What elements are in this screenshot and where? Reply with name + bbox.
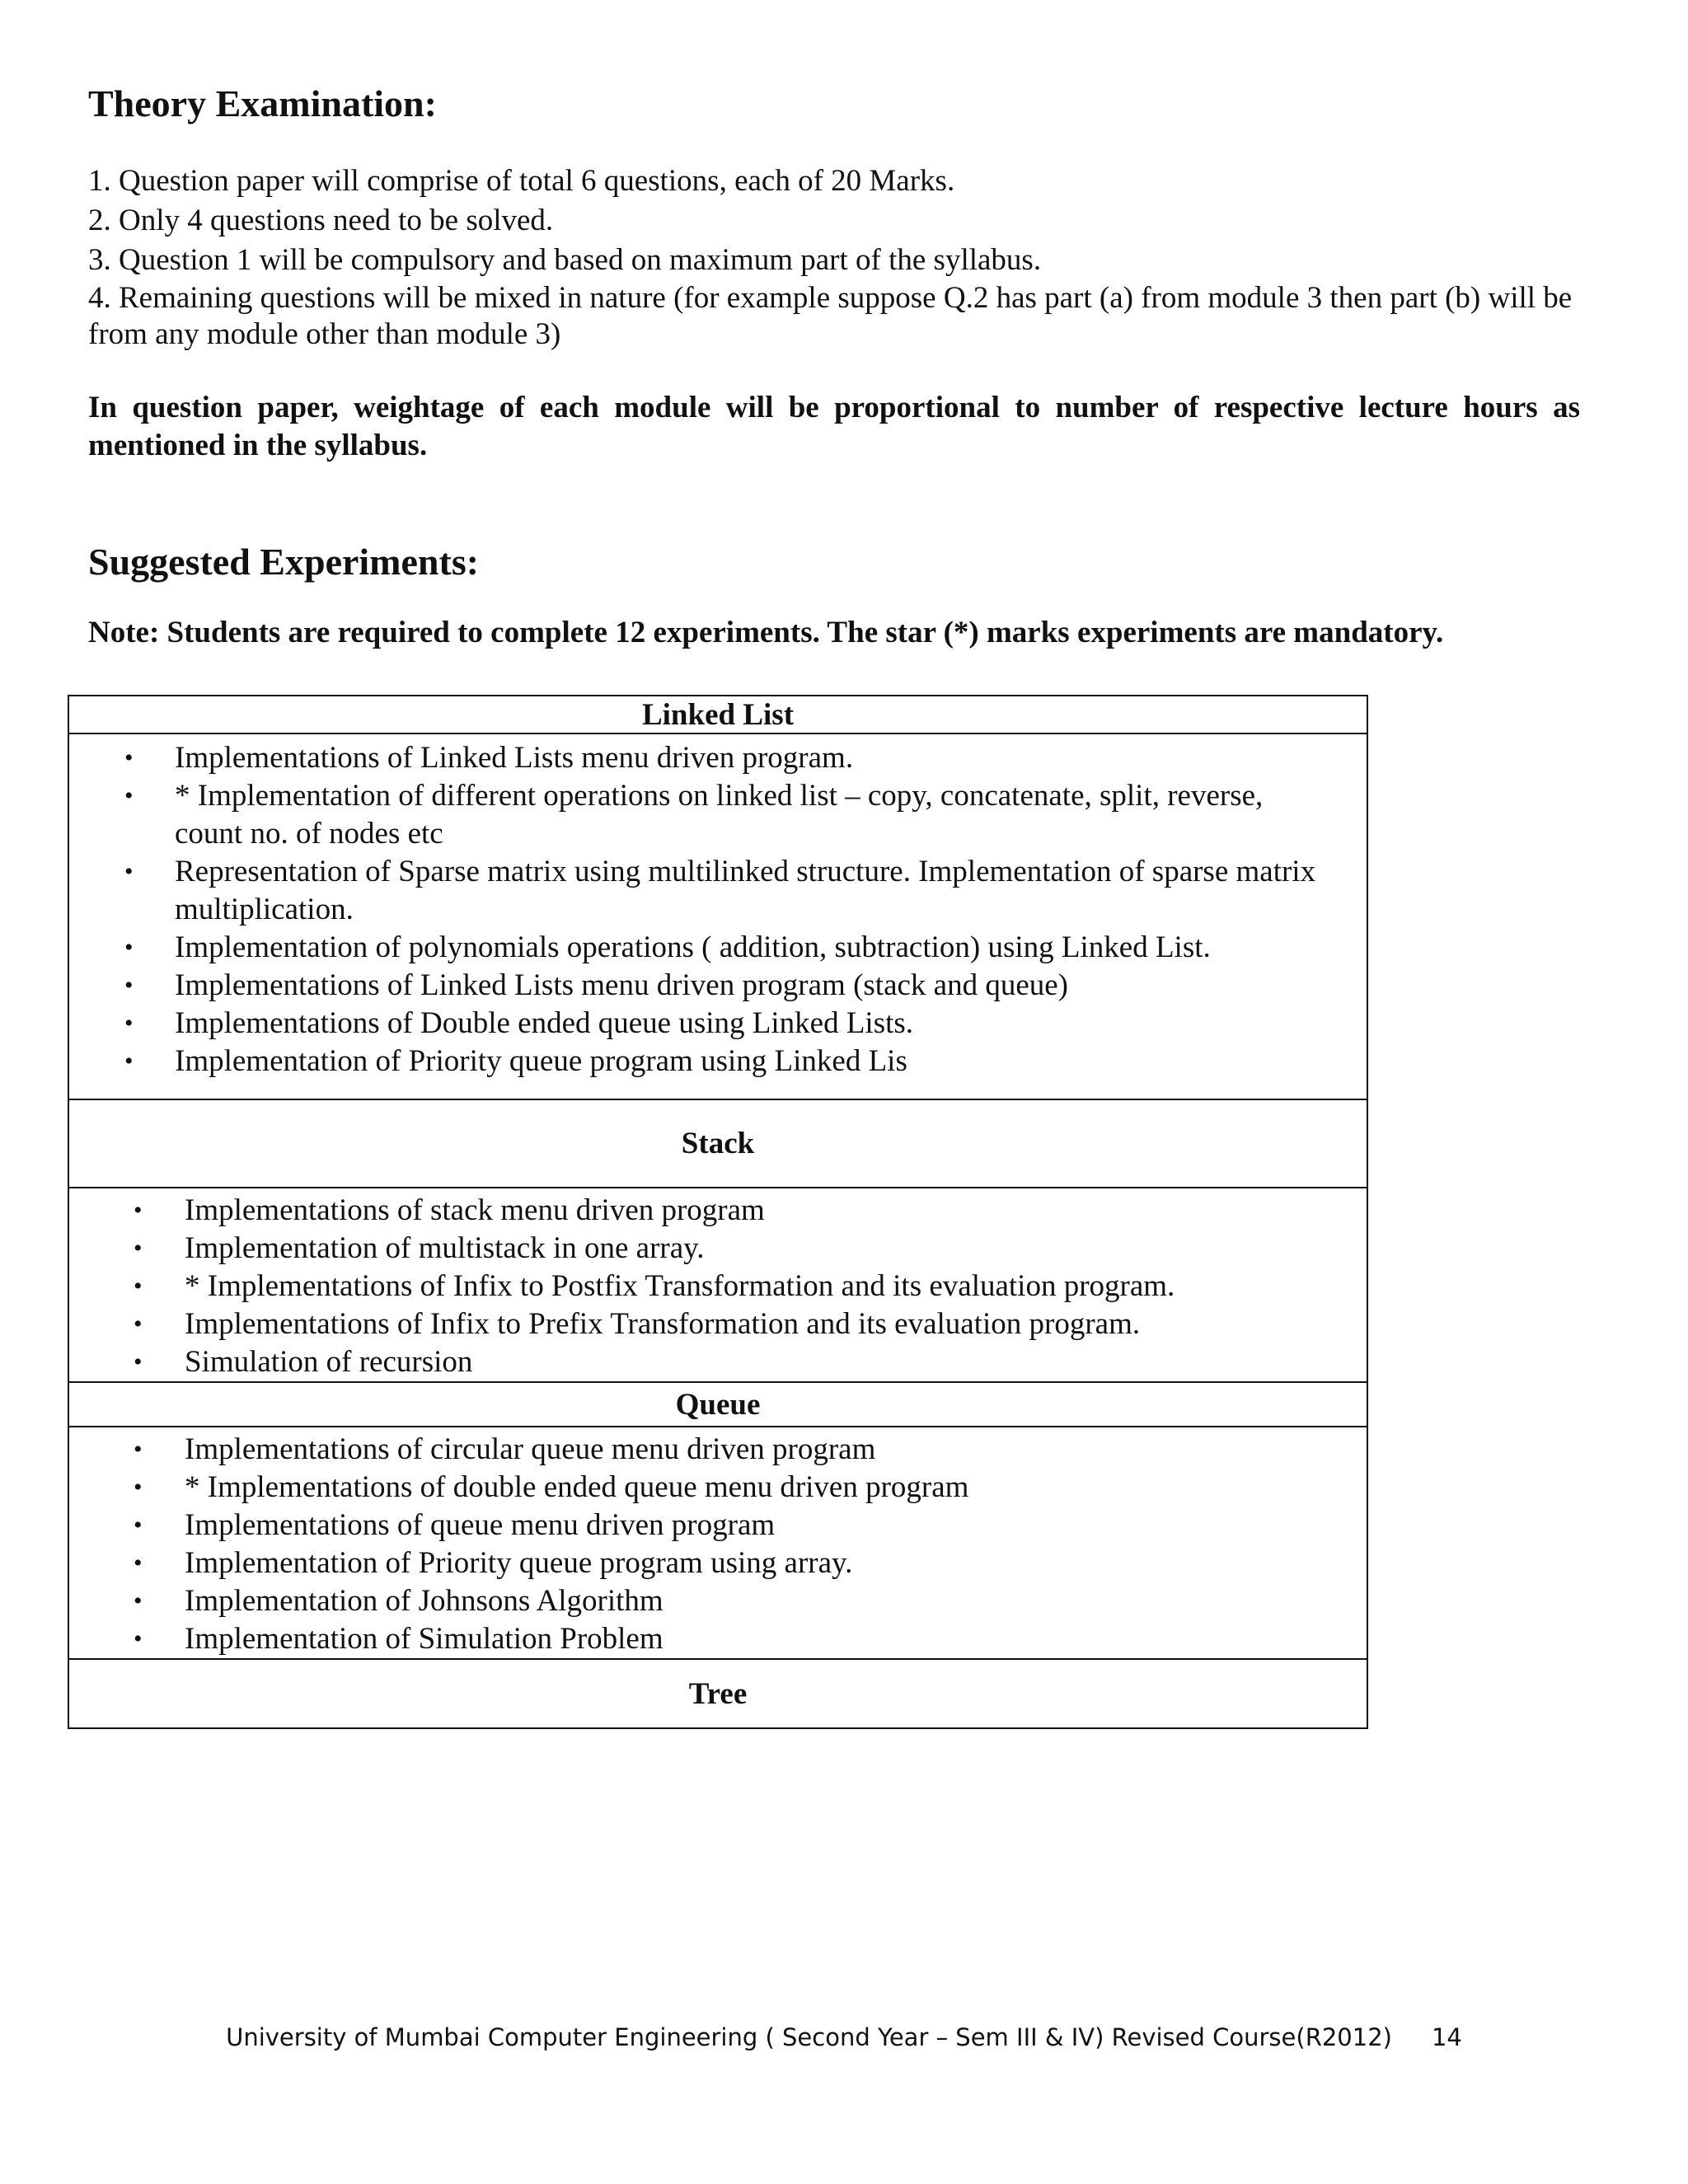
exam-rules-list <box>88 162 1580 353</box>
section-body-linked-list <box>68 733 1367 1099</box>
bullet-icon: • <box>134 1272 143 1300</box>
bullet-icon: • <box>134 1625 143 1652</box>
weightage-note: In question paper, weightage of each module will be proportional to number of respective lecture hours as mentioned in the syllabus. <box>88 391 1580 462</box>
list-item: • * Implementations of double ended queue menu driven program <box>69 1469 1367 1507</box>
bullet-icon: • <box>124 1047 134 1075</box>
queue-experiments <box>69 1427 1367 1658</box>
list-item: • Implementation of Priority queue program using Linked Lis <box>69 1043 1367 1080</box>
list-item: • Implementation of Simulation Problem <box>69 1620 1367 1658</box>
bullet-icon: • <box>134 1587 143 1615</box>
list-item: • Implementation of Priority queue program using array. <box>69 1544 1367 1582</box>
experiments-note: Note: Students are required to complete 12 experiments. The star (*) marks experiments are mandatory. <box>88 616 1444 649</box>
theory-examination-heading: Theory Examination: <box>88 82 437 124</box>
list-item: • Representation of Sparse matrix using multilinked structure. Implementation of sparse matrix multiplication. <box>124 855 1316 926</box>
suggested-experiments-heading: Suggested Experiments: <box>88 541 480 583</box>
exam-rule: 2. Only 4 questions need to be solved. <box>88 204 554 237</box>
bullet-icon: • <box>124 972 134 999</box>
exam-rule: 3. Question 1 will be compulsory and based on maximum part of the syllabus. <box>88 243 1042 277</box>
bullet-icon: • <box>124 744 134 771</box>
bullet-icon: • <box>134 1511 143 1539</box>
list-item: • Implementation of polynomials operations ( addition, subtraction) using Linked List. <box>69 929 1367 967</box>
bullet-icon: • <box>124 782 134 809</box>
bullet-icon: • <box>134 1549 143 1577</box>
bullet-icon: • <box>134 1235 143 1262</box>
exam-rule: 4. Remaining questions will be mixed in nature (for example suppose Q.2 has part (a) from module 3 then part (b) will be from any module other than module 3) <box>88 281 1573 351</box>
bullet-icon: • <box>134 1310 143 1338</box>
bullet-icon: • <box>124 858 134 885</box>
exam-rule: 1. Question paper will comprise of total 6 questions, each of 20 Marks. <box>88 164 955 198</box>
section-body-queue <box>68 1427 1367 1659</box>
list-item: • Simulation of recursion <box>69 1343 1367 1381</box>
section-title-queue: Queue <box>68 1382 1367 1427</box>
bullet-icon: • <box>124 934 134 961</box>
bullet-icon: • <box>124 1010 134 1037</box>
list-item: • Implementations of Linked Lists menu driven program. <box>69 739 1367 777</box>
list-item: • Implementations of Infix to Prefix Transformation and its evaluation program. <box>69 1305 1367 1343</box>
list-item: • * Implementations of Infix to Postfix Transformation and its evaluation program. <box>69 1268 1367 1305</box>
list-item: • Implementation of Johnsons Algorithm <box>69 1582 1367 1620</box>
section-title-tree: Tree <box>68 1659 1367 1728</box>
section-title-stack: Stack <box>68 1099 1367 1188</box>
list-item: • Implementations of queue menu driven program <box>69 1507 1367 1544</box>
list-item: • Implementation of multistack in one array. <box>69 1230 1367 1268</box>
section-body-stack <box>68 1188 1367 1382</box>
bullet-icon: • <box>134 1474 143 1501</box>
footer-text: University of Mumbai Computer Engineering ( Second Year – Sem III & IV) Revised Course(R2012) <box>226 2023 1392 2051</box>
page-number: 14 <box>1431 2023 1462 2051</box>
bullet-icon: • <box>134 1348 143 1376</box>
list-item: • Implementations of Linked Lists menu driven program (stack and queue) <box>69 967 1367 1005</box>
bullet-icon: • <box>134 1197 143 1224</box>
list-item: • * Implementation of different operations on linked list – copy, concatenate, split, reverse, count no. of nodes etc <box>124 779 1264 851</box>
bullet-icon: • <box>134 1436 143 1463</box>
page-footer <box>0 2023 1688 2051</box>
list-item: • Implementations of circular queue menu driven program <box>69 1431 1367 1469</box>
stack-experiments <box>69 1188 1367 1381</box>
experiments-table <box>68 695 1368 1729</box>
linked-list-experiments <box>69 734 1367 1099</box>
list-item: • Implementations of Double ended queue using Linked Lists. <box>69 1005 1367 1043</box>
list-item: • Implementations of stack menu driven program <box>69 1192 1367 1230</box>
section-title-linked-list: Linked List <box>68 696 1367 733</box>
